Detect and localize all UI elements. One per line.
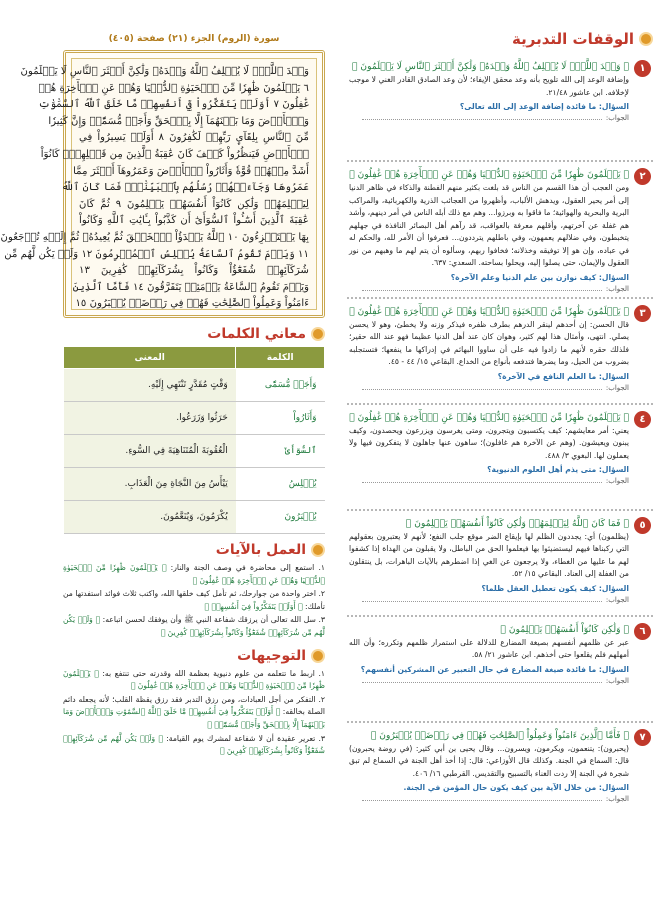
quran-line: غَٰفِلُونَ ٧ أَوَلَمۡ يَتَفَكَّرُواْ فِيٓ أَنفُسِهِمۗ مَّا خَلَقَ ٱللَّهُ ٱلسَّمَٰوَٰتِ [38,99,309,111]
item-number-badge: ٥ [634,517,651,534]
vocab-row [64,402,325,435]
item-number-badge: ٣ [634,305,651,322]
amal-item [63,614,325,639]
vocab-row [64,468,325,501]
item-text: ٣. سل الله تعالى أن يرزقك شفاعة النبي ﷺ وأن يوفقك لحسن اتباعه: [102,615,325,625]
item-commentary: يعني: أمر معايشهم: كيف يكتسبون ويتجرون، ومتى يغرسون ويزرعون ويحصدون، وكيف يبنون ويعيشون. (وهم عن الآخرة هم غافلون)؛ ساهون عنها جاهلون لا يتفكرون فيها ولا يعملون لها. البغوي ٣/ ٤٨٨. [349,425,629,460]
tawjihat-item [63,694,325,732]
left-column [0,30,326,759]
item-text: ١. استمع إلى محاضرة في وصف الجنة والنار: [170,563,325,572]
quran-page-frame [0,50,325,318]
tawjihat-heading [63,648,325,664]
item-verse: ﴿ وَلَمۡ يَكُن لَّهُم مِّن شُرَكَآئِهِمۡ شُفَعَٰٓؤُاْ وَكَانُواْ بِشُرَكَآئِهِمۡ كَٰفِرِينَ ﴾ [63,733,325,756]
amal-heading [63,542,325,558]
vocab-word: يُحۡبَرُونَ [236,501,325,534]
item-text: ٢. التفكر من أجل العبادات، ومن رزق التدبر فقد رزق يقظة القلب؛ لأنه يجعله دائم الصلة بخالقه: [63,694,326,717]
item-question: السؤال: ما العلم النافع في الآخرة؟ [497,371,629,381]
item-verse: ﴿ يَعۡلَمُونَ ظَٰهِرٗا مِّنَ ٱلۡحَيَوٰةِ ٱلدُّنۡيَا وَهُمۡ عَنِ ٱلۡأٓخِرَةِ هُمۡ غَٰفِلُونَ ﴾ [63,668,325,691]
item-commentary: عبر عن ظلمهم أنفسهم بصيغة المضارع للدلالة على استمرار ظلمهم وتكرره؛ وأن الله أمهلهم فلم يقلعوا حتى أخذهم. ابن عاشور ٢١/ ٥٨. [349,637,629,659]
reflection-item [347,54,653,160]
item-answer-label: الجواب: [349,595,629,606]
quran-line: مِّنَ ٱلنَّاسِ بِلِقَآيِٕ رَبِّهِمۡ لَكَٰفِرُونَ ٨ أَوَلَمۡ يَسِيرُواْ فِي [79,132,309,144]
reflection-list [347,54,653,827]
orange-circle-icon [311,649,325,663]
item-text: ٢. اختر واحدة من جوارحك، ثم تأمل كيف خلقها الله، واكتب ثلاث فوائد استفدتها من تأملك: [63,589,325,611]
quran-line: وَيَوۡمَ تَقُومُ ٱلسَّاعَةُ يَوۡمَئِذٖ يَتَفَرَّقُونَ ١٤ فَأَمَّا ٱلَّذِينَ [72,281,309,293]
vocab-row [64,435,325,468]
reflections-title: الوقفات التدبرية [512,30,634,48]
item-question: السؤال: كيف نوازن بين علم الدنيا وعلم الآخرة؟ [450,272,629,282]
item-answer-label: الجواب: [349,284,629,295]
quran-line: عَمَرُوهَا وَجَآءَتۡهُمۡ رُسُلُهُم بِٱلۡبَيِّنَٰتِۖ فَمَا كَانَ ٱللَّهُ [61,182,309,194]
quran-line: ءَامَنُواْ وَعَمِلُواْ ٱلصَّٰلِحَٰتِ فَهُمۡ فِي رَوۡضَةٖ يُحۡبَرُونَ ١٥ [75,298,309,310]
amal-item [63,588,325,613]
reflections-column [347,30,653,827]
item-verse: ﴿ فَأَمَّا ٱلَّذِينَ ءَامَنُواْ وَعَمِلُواْ ٱلصَّٰلِحَٰتِ فَهُمۡ فِي رَوۡضَةٖ يُحۡبَرُونَ ﴾ [370,729,629,741]
vocab-meaning: يَيْأَسُ مِنَ النَّجَاةِ مِنَ الْعَذَابِ. [64,468,236,501]
tawjihat-item [63,668,325,693]
quran-line: وَٱلۡأَرۡضَ وَمَا بَيۡنَهُمَآ إِلَّا بِٱلۡحَقِّ وَأَجَلٖ مُّسَمّٗىۗ وَإِنَّ كَثِيرٗا [48,115,309,127]
item-number-badge: ٦ [634,623,651,640]
item-number-badge: ٧ [634,729,651,746]
item-commentary: (يحبرون): يتنعمون، ويكرمون، ويسرون... وقال يحيى بن أبي كثير: (في روضة يحبرون) قال: السماع في الجنة. وكذلك قال الأوزاعي: قال: إذا أخذ أهل الجنة في السماع لم تبق شجرة في الجنة إلا ردت الغناء بالتسبيح والتقديس. القرطبي ١٦/ ٤٠٦. [349,743,629,778]
quran-line: بِهَا يَسۡتَهۡزِءُونَ ١٠ ٱللَّهُ يَبۡدَؤُاْ ٱلۡخَلۡقَ ثُمَّ يُعِيدُهُۥ ثُمَّ إِلَيۡهِ تُرۡجَعُونَ [0,231,309,243]
reflection-item [347,160,653,297]
tawjihat-title: التوجيهات [237,647,306,664]
quran-line: شُرَكَآئِهِمۡ شُفَعَٰٓؤُاْ وَكَانُواْ بِشُرَكَآئِهِمۡ كَٰفِرِينَ ١٣ [79,265,309,277]
vocab-table [63,346,325,534]
page-header: سورة (الروم) الجزء (٢١) صفحة (٤٠٥) [108,33,280,44]
orange-circle-icon [311,543,325,557]
quran-line: لِيَظۡلِمَهُمۡ وَلَٰكِن كَانُوٓاْ أَنفُسَهُمۡ يَظۡلِمُونَ ٩ ثُمَّ كَانَ [79,198,310,210]
amal-item [63,562,325,587]
item-verse: ﴿ يَعۡلَمُونَ ظَٰهِرٗا مِّنَ ٱلۡحَيَوٰةِ ٱلدُّنۡيَا وَهُمۡ عَنِ ٱلۡأٓخِرَةِ هُمۡ غَٰفِلُونَ ﴾ [63,563,325,585]
quran-line: ١١ وَيَوۡمَ تَقُومُ ٱلسَّاعَةُ يُبۡلِسُ ٱلۡمُجۡرِمُونَ ١٢ وَلَمۡ يَكُن لَّهُم مِّن [4,248,309,260]
vocab-word: يُبۡلِسُ [236,468,325,501]
item-verse: ﴿ يَعۡلَمُونَ ظَٰهِرٗا مِّنَ ٱلۡحَيَوٰةِ ٱلدُّنۡيَا وَهُمۡ عَنِ ٱلۡأٓخِرَةِ هُمۡ غَٰفِلُونَ ﴾ [349,305,629,317]
item-commentary: قال الحسن: إن أحدهم لينقر الدرهم بطرف ظفره فيذكر وزنه ولا يخطئ، وهو لا يحسن يصلي. انتهى، وأمثال هذا لهم كثير، وهوان كان عند أهل الدنيا عظيما فهو عند الله حقير؛ فلذلك حقره لأنهم ما زادوا فيه على أن ساووا البهائم في إدراكها ما ينفعها؛ فتستجلبه بضروب من الحيل، وما يضرها فتدفعه بأنواع من الخداع. البقاعي ١٥/ ٤٤ - ٤٥. [349,319,629,366]
item-verse: ﴿ أَوَلَمۡ يَتَفَكَّرُواْ فِيٓ أَنفُسِهِمۗ مَّا خَلَقَ ٱللَّهُ ٱلسَّمَٰوَٰتِ وَٱلۡأَرۡضَ وَمَا بَيۡنَهُمَآ إِلَّا بِٱلۡحَقِّ وَأَجَلٖ مُّسَمّٗىۗ ﴾ [63,707,325,729]
quran-line: ٱلۡأَرۡضِ فَيَنظُرُواْ كَيۡفَ كَانَ عَٰقِبَةُ ٱلَّذِينَ مِن قَبۡلِهِمۡۚ كَانُوٓاْ [40,148,309,160]
vocab-meaning: وَقْتٍ مُقَدَّرٍ تَنْتَهِي إِلَيْهِ. [64,369,236,402]
item-answer-label: الجواب: [349,383,629,394]
quran-line: أَشَدَّ مِنۡهُمۡ قُوَّةٗ وَأَثَارُواْ ٱلۡأَرۡضَ وَعَمَرُوهَآ أَكۡثَرَ مِمَّا [73,165,309,177]
reflection-item [347,297,653,403]
reflection-item [347,403,653,509]
vocab-row [64,501,325,534]
amal-title: العمل بالآيات [215,542,306,558]
item-verse: ﴿ وَلَمۡ يَكُن لَّهُم مِّن شُرَكَآئِهِمۡ شُفَعَٰٓؤُاْ وَكَانُواْ بِشُرَكَآئِهِمۡ كَٰفِرِينَ ﴾ [63,615,325,637]
item-text: ٣. تعرير عقيدة أن لا شفاعة لمشرك يوم القيامة: [166,733,326,743]
vocab-row [64,369,325,402]
item-verse: ﴿ فَمَا كَانَ ٱللَّهُ لِيَظۡلِمَهُمۡ وَلَٰكِن كَانُوٓاْ أَنفُسَهُمۡ يَظۡلِمُونَ ﴾ [405,517,629,529]
vocab-heading [63,326,325,342]
reflection-item [347,615,653,721]
item-question: السؤال: متى يذم أهل العلوم الدنيوية؟ [487,465,629,474]
quran-line: عَٰقِبَةَ ٱلَّذِينَ أَسَٰٓـُٔواْ ٱلسُّوٓأَىٰٓ أَن كَذَّبُواْ بِـَٔايَٰتِ ٱللَّهِ وَكَانُواْ [79,215,309,227]
item-commentary: ومن العجب أن هذا القسم من الناس قد بلغت بكثير منهم الفطنة والذكاء في ظاهر الدنيا إلى أمر يحير العقول، ويدهش الألباب، وأظهروا من العجائب الذرية والكهربائية، والمراكب البرية والبحرية والهوائية؛ ما فاقوا به وبرزوا... وهم مع ذلك أبله الناس في أمر دينهم، وأشد هم غفلة عن آخرتهم، وأقلهم معرفة بالعواقب، قد رآهم أهل البصائر النافذة في جهلهم يتخبطون، وفي ضلالهم يعمهون، وفي باطلهم يترددون... فعرفوا أن الأمر لله، والحكم له في عباده، وإن هو إلا توفيقه وخذلانه؛ فخافوا ربهم، وسألوه أن يتم لهم ما وهبهم من نور العقول والإيمان، حتى يصلوا إليه، ويحلوا بساحته. السعدي: ٦٣٧. [349,183,629,267]
vocab-word: وَأَجَلٖ مُّسَمّٗى [236,369,325,402]
reflection-item [347,721,653,827]
reflection-item [347,509,653,615]
vocab-word: وَأَثَارُواْ [236,402,325,435]
item-commentary: (يظلمون) أي: يجددون الظلم لها بإيقاع الضر موقع جلب النفع؛ لأنهم لا يعتبرون بعقولهم التي ركبناها فيهم ليستضيئوا بها فيعلموا الحق من الباطل، ولا يقبلون من الهداة إذا كشفوا لهم ما عليها من الغطاء، ولا يرجعون عن الغي إذا اضطرهم بالآيات الباهرات، بل ينتقلون من الغفلة إلى العناد. البقاعي ١٥/ ٥٢. [349,531,629,578]
orange-circle-icon [639,32,653,46]
item-verse: ﴿ يَعۡلَمُونَ ظَٰهِرٗا مِّنَ ٱلۡحَيَوٰةِ ٱلدُّنۡيَا وَهُمۡ عَنِ ٱلۡأٓخِرَةِ هُمۡ غَٰفِلُونَ ﴾ [349,169,629,180]
vocab-word: ٱلسُّوٓأَىٰٓ [236,435,325,468]
item-number-badge: ٤ [634,411,651,428]
vocab-title: معاني الكلمات [207,326,306,342]
orange-circle-icon [311,327,325,341]
item-text: ١. اربط ما تتعلمه من علوم دنيوية بعظمة الله وقدرته حتى تنتفع به: [102,668,325,678]
item-verse: ﴿ وَعۡدَ ٱللَّهِۖ لَا يُخۡلِفُ ٱللَّهُ وَعۡدَهُۥ وَلَٰكِنَّ أَكۡثَرَ ٱلنَّاسِ لَا يَعۡلَمُونَ ﴾ [351,61,629,72]
vocab-meaning: يُكْرَمُونَ، وَيُنَعَّمُونَ. [64,501,236,534]
item-question: السؤال: من خلال الآية بين كيف يكون حال المؤمن في الجنة. [403,783,629,792]
item-number-badge: ١ [634,60,651,77]
item-verse: ﴿ أَوَلَمۡ يَتَفَكَّرُواْ فِيٓ أَنفُسِهِمۗ ﴾ [204,601,303,611]
item-number-badge: ٢ [634,168,651,185]
item-verse: ﴿ يَعۡلَمُونَ ظَٰهِرٗا مِّنَ ٱلۡحَيَوٰةِ ٱلدُّنۡيَا وَهُمۡ عَنِ ٱلۡأٓخِرَةِ هُمۡ غَٰفِلُونَ ﴾ [349,411,629,423]
item-question: السؤال: كيف يكون تعطيل العقل ظلما؟ [481,583,629,593]
tawjihat-list [63,668,325,758]
vocab-header-word: الكلمة [236,347,325,369]
tawjihat-item [63,733,325,758]
quran-line: ٦ يَعۡلَمُونَ ظَٰهِرٗا مِّنَ ٱلۡحَيَوٰةِ ٱلدُّنۡيَا وَهُمۡ عَنِ ٱلۡأٓخِرَةِ هُمۡ [38,82,309,94]
item-question: السؤال: ما فائدة إضافة الوعد إلى الله تعالى؟ [459,102,629,111]
vocab-meaning: حَرَثُوا وَزَرَعُوا. [64,402,236,435]
item-answer-label: الجواب: [349,676,629,687]
reflections-heading [347,30,653,48]
item-answer-label: الجواب: [349,794,629,805]
amal-list [63,562,325,640]
item-answer-label: الجواب: [349,476,629,487]
item-question: السؤال: ما فائدة صيغة المضارع في حال التعبير عن المشركين أنفسهم؟ [360,664,629,674]
item-verse: ﴿ وَلَٰكِن كَانُوٓاْ أَنفُسَهُمۡ يَظۡلِمُونَ ﴾ [500,623,629,635]
quran-text [0,58,317,310]
quran-line: وَعۡدَ ٱللَّهِۖ لَا يُخۡلِفُ ٱللَّهُ وَعۡدَهُۥ وَلَٰكِنَّ أَكۡثَرَ ٱلنَّاسِ لَا يَعۡلَمُونَ [20,66,309,77]
item-answer-label: الجواب: [349,113,629,124]
vocab-meaning: الْعُقُوبَةَ الْمُتَنَاهِيَةَ فِي السُّوءِ. [64,435,236,468]
item-commentary: وإضافة الوعد إلى الله تلويح بأنه وعد محقق الإيفاء؛ لأن وعد الصادق القادر الغني لا موجب لإخلافه. ابن عاشور ٢١/٤٨. [349,75,629,97]
vocab-header-meaning: المعنى [64,347,236,369]
